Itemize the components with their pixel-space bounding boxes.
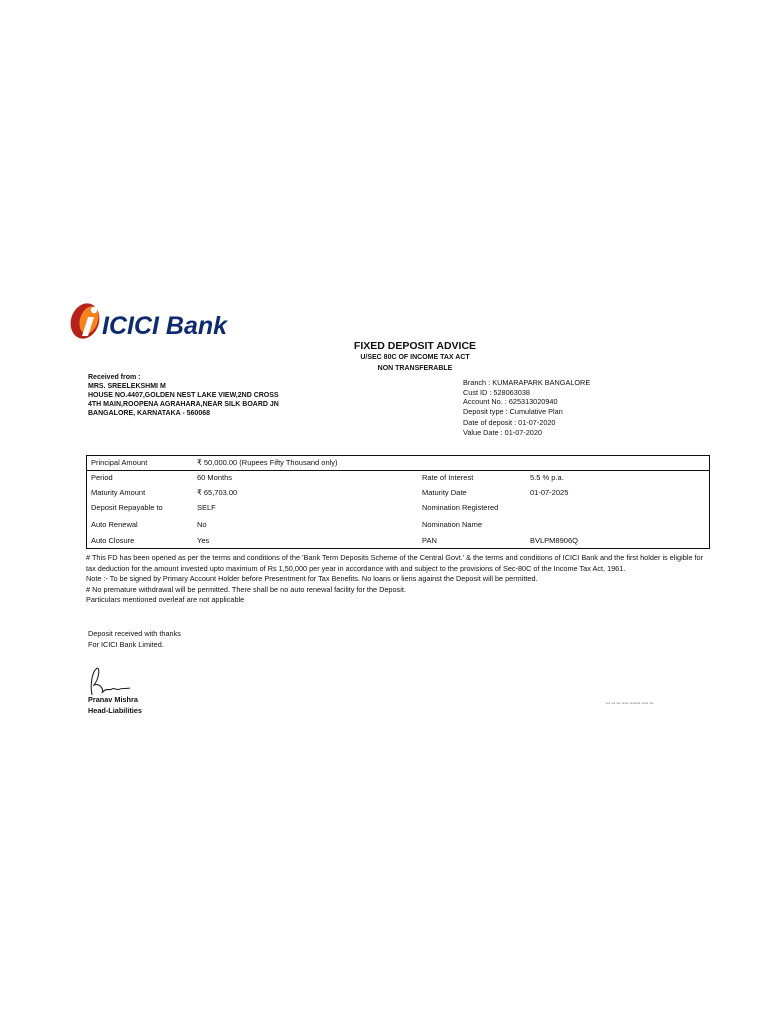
document-subtitle-section: U/SEC 80C OF INCOME TAX ACT (360, 354, 470, 361)
deposit-details-table (86, 455, 710, 549)
cust-id-line: Cust ID : 528063038 (463, 387, 530, 397)
note-signature: Note :- To be signed by Primary Account Holder before Presentment for Tax Benefits. No loans or liens against the Deposit will be permitted. (86, 574, 538, 584)
customer-name: MRS. SREELEKSHMI M (88, 383, 166, 390)
for-bank-line: For ICICI Bank Limited. (88, 639, 164, 649)
account-details-block (463, 378, 590, 437)
address-line-3: BANGALORE, KARNATAKA - 560068 (88, 410, 210, 417)
thanks-line: Deposit received with thanks (88, 629, 181, 638)
principal-label: Principal Amount (91, 458, 148, 467)
closing-block (88, 629, 181, 650)
icici-bank-logo (66, 300, 266, 344)
note-no-premature: # No premature withdrawal will be permitted. There shall be no auto renewal facility for the Deposit. (86, 584, 406, 594)
signer-title: Head-Liabilities (88, 705, 142, 715)
period-label: Period (91, 473, 113, 482)
footer-fine-print: ▪▪▪ ▪▪▪ ▪▪▪ ▪▪▪▪▪ ▪▪▪▪▪▪▪▪ ▪▪▪▪▪ ▪▪▪ (606, 701, 654, 705)
maturity-date-value: 01-07-2025 (530, 488, 569, 497)
note-scheme-terms: # This FD has been opened as per the terms and conditions of the 'Bank Term Deposits Scheme of the Central Govt.' & the terms and conditions of ICICI Bank and the first holder is eligible for tax deduction for the amount invested upto maximum of Rs 1,50,000 per year in accordance with and subject to the provisions of Sec-80C of the Income Tax Act, 1961. (86, 553, 703, 573)
table-divider (87, 470, 709, 471)
principal-value: ₹ 50,000.00 (Rupees Fifty Thousand only) (197, 458, 338, 467)
auto-closure-value: Yes (197, 536, 210, 545)
rate-value: 5.5 % p.a. (530, 473, 564, 482)
nomination-registered-label: Nomination Registered (422, 503, 499, 512)
account-number-line: Account No. : 625313020940 (463, 397, 558, 406)
signature (86, 665, 146, 699)
logo-text: ICICI Bank (102, 312, 228, 340)
nomination-name-label: Nomination Name (422, 520, 483, 529)
address-line-2: 4TH MAIN,ROOPENA AGRAHARA,NEAR SILK BOARD JN (88, 401, 279, 408)
auto-renewal-value: No (197, 520, 207, 529)
auto-closure-label: Auto Closure (91, 536, 135, 545)
pan-value: BVLPM8906Q (530, 536, 578, 545)
maturity-date-label: Maturity Date (422, 488, 467, 497)
received-from-block (88, 373, 279, 418)
maturity-amount-label: Maturity Amount (91, 488, 146, 497)
document-subtitle-transfer: NON TRANSFERABLE (377, 365, 453, 372)
signer-name: Pranav Mishra (88, 695, 138, 704)
address-line-1: HOUSE NO.4407,GOLDEN NEST LAKE VIEW,2ND CROSS (88, 392, 279, 399)
rate-label: Rate of Interest (422, 473, 474, 482)
note-overleaf: Particulars mentioned overleaf are not applicable (86, 595, 245, 605)
signer-block (88, 695, 142, 716)
period-value: 60 Months (197, 473, 233, 482)
pan-label: PAN (422, 536, 437, 545)
maturity-amount-value: ₹ 65,703.00 (197, 488, 238, 497)
terms-notes (86, 553, 706, 606)
repayable-label: Deposit Repayable to (91, 503, 163, 512)
auto-renewal-label: Auto Renewal (91, 520, 138, 529)
document-title-block (300, 341, 530, 374)
deposit-type-line: Deposit type : Cumulative Plan (463, 406, 563, 416)
date-of-deposit-line: Date of deposit : 01-07-2020 (463, 418, 556, 427)
received-from-label: Received from : (88, 374, 141, 381)
repayable-value: SELF (197, 503, 216, 512)
branch-line: Branch : KUMARAPARK BANGALORE (463, 378, 591, 387)
document-title: FIXED DEPOSIT ADVICE (353, 340, 477, 352)
value-date-line: Value Date : 01-07-2020 (463, 427, 542, 437)
